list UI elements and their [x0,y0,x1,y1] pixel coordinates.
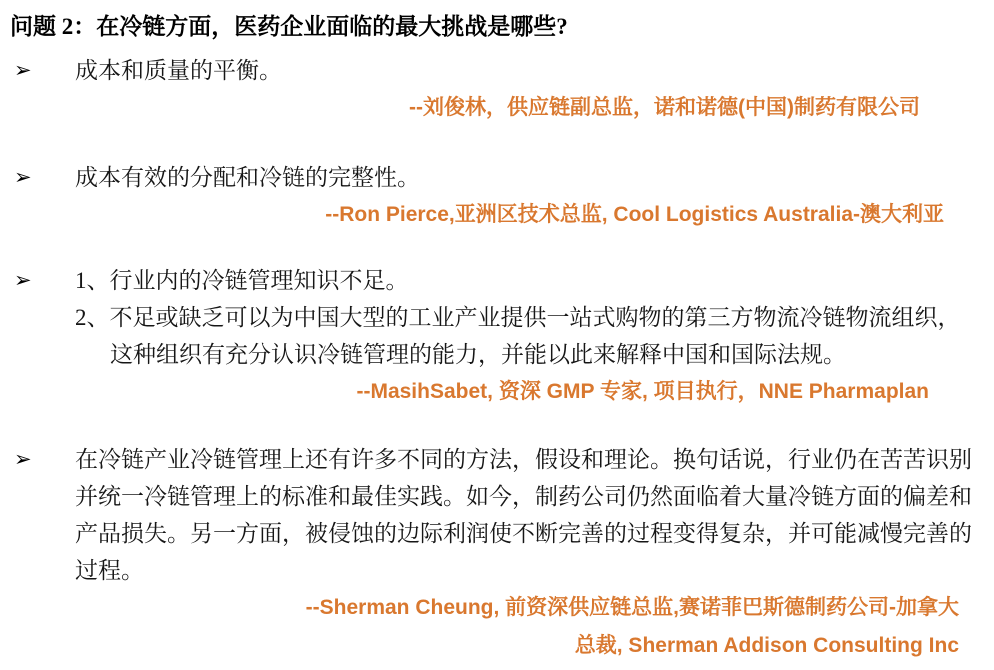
bullet-row [10,52,986,89]
answer-text [75,441,986,589]
bullet-row [10,262,986,373]
arrow-bullet-icon: ➢ [14,447,32,471]
answer-line: 成本有效的分配和冷链的完整性。 [75,165,420,190]
attribution-line: --Ron Pierce,亚洲区技术总监, Cool Logistics Australia-澳大利亚 [325,203,944,226]
attribution [10,373,929,411]
attribution-line: --Sherman Cheung, 前资深供应链总监,赛诺菲巴斯德制药公司-加拿大 [305,596,959,619]
attribution-line: --刘俊林，供应链副总监，诺和诺德(中国)制药有限公司 [409,96,920,119]
arrow-bullet-icon: ➢ [14,165,32,189]
arrow-bullet-icon: ➢ [14,268,32,292]
page-title: 问题 2：在冷链方面，医药企业面临的最大挑战是哪些? [10,14,568,39]
bullet-row [10,159,986,196]
answer-line: 1、行业内的冷链管理知识不足。 [75,268,409,293]
attribution [10,589,959,665]
answer-line: 2、不足或缺乏可以为中国大型的工业产业提供一站式购物的第三方物流冷链物流组织， [75,305,961,330]
attribution-line: 总裁, Sherman Addison Consulting Inc [574,634,959,657]
attribution [10,89,920,127]
answer-block-3 [10,262,986,411]
answer-block-4 [10,441,986,665]
answer-block-2 [10,159,986,234]
attribution [10,196,944,234]
answer-line: 在冷链产业冷链管理上还有许多不同的方法，假设和理论。换句话说，行业仍在苦苦识别 [75,447,972,472]
answer-line: 并统一冷链管理上的标准和最佳实践。如今，制药公司仍然面临着大量冷链方面的偏差和 [75,484,972,509]
answer-block-1 [10,52,986,127]
answer-line: 过程。 [75,558,144,583]
answer-text [75,159,986,196]
answer-text [75,262,986,373]
arrow-bullet-icon: ➢ [14,58,32,82]
answer-line: 这种组织有充分认识冷链管理的能力，并能以此来解释中国和国际法规。 [110,342,846,367]
answer-line: 产品损失。另一方面，被侵蚀的边际利润使不断完善的过程变得复杂，并可能减慢完善的 [75,521,972,546]
attribution-line: --MasihSabet, 资深 GMP 专家, 项目执行，NNE Pharmaplan [356,380,929,403]
answer-line: 成本和质量的平衡。 [75,58,282,83]
answer-text [75,52,986,89]
bullet-row [10,441,986,589]
